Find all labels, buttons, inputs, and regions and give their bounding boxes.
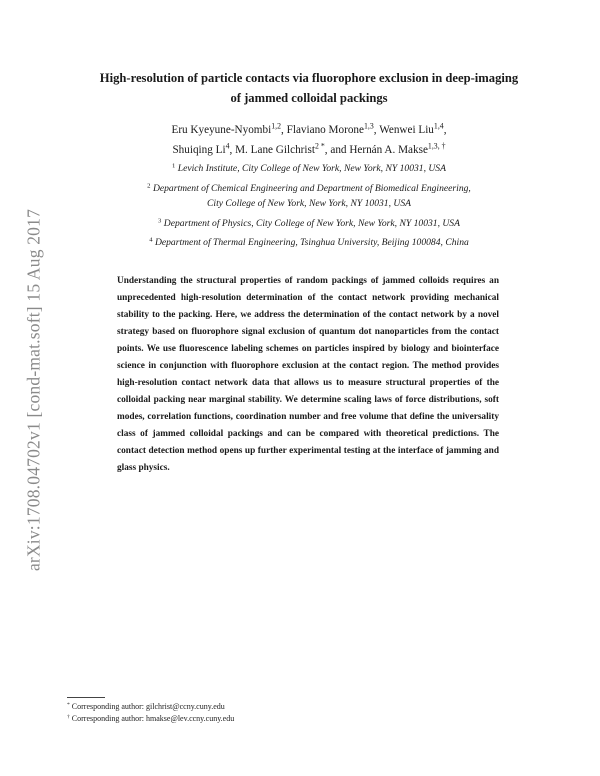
footnote-mark: † <box>67 713 70 720</box>
author-separator: , <box>229 144 236 156</box>
author-name: M. Lane Gilchrist <box>235 144 315 156</box>
affiliation-number: 3 <box>158 216 162 224</box>
title-line-1: High-resolution of particle contacts via fluorophore exclusion in deep-imaging <box>99 71 519 85</box>
author-name: Hernán A. Makse <box>349 144 428 156</box>
title-line-2: of jammed colloidal packings <box>230 91 388 105</box>
affiliation-item <box>60 161 558 177</box>
footnote-mark: * <box>67 701 70 708</box>
affiliation-text: Department of Chemical Engineering and Department of Biomedical Engineering, <box>152 182 471 194</box>
affiliation-item <box>60 181 558 197</box>
author-name: Shuiqing Li <box>172 144 226 156</box>
affiliation-continuation: City College of New York, New York, NY 10031, USA <box>207 198 411 209</box>
author-line-2 <box>60 140 558 160</box>
author-affil-sup: 2 * <box>314 141 325 151</box>
affiliation-number: 1 <box>172 162 176 170</box>
affiliation-text: Department of Physics, City College of New York, New York, NY 10031, USA <box>163 217 460 229</box>
affiliation-item <box>60 235 558 251</box>
affiliation-number: 2 <box>147 181 151 189</box>
author-separator: , <box>443 124 447 136</box>
affiliation-text: Department of Thermal Engineering, Tsinghua University, Beijing 100084, China <box>154 237 469 248</box>
author-affil-sup: 1,3 <box>363 121 374 131</box>
author-separator: , and <box>324 144 350 156</box>
abstract-text: Understanding the structural properties of random packings of jammed colloids requires an unprecedented high-resolution determination of the contact network providing mechanical stability to the packing. Here, we address the determination of the contact network by a novel strategy based on fluorophore signal exclusion of quantum dot nanoparticles from the contact points. We use fluorescence labeling schemes on particles inspired by biology and biointerface science in conjunction with fluorophore exclusion at the contact region. The method provides high-resolution contact network data that allows us to measure structural properties of the colloidal packing near marginal stability. We determine scaling laws of force distributions, soft modes, correlation functions, coordination number and free volume that define the universality class of jammed colloidal packings and can be compared with theoretical predictions. The contact detection method opens up further experimental testing at the interface of jamming and glass physics. <box>117 276 499 474</box>
author-affil-sup: 1,3, † <box>427 141 446 151</box>
footnote-list <box>67 701 234 725</box>
author-list <box>60 120 558 160</box>
footnote-item <box>67 701 234 713</box>
author-name: Flaviano Morone <box>286 124 364 136</box>
author-name: Wenwei Liu <box>379 124 434 136</box>
author-affil-sup: 4 <box>225 141 230 151</box>
affiliation-text: Levich Institute, City College of New York, New York, NY 10031, USA <box>177 163 446 174</box>
paper-title <box>60 68 558 108</box>
affiliation-list <box>60 161 558 251</box>
arxiv-identifier-stamp: arXiv:1708.04702v1 [cond-mat.soft] 15 Aug 2017 <box>23 208 44 572</box>
author-separator: , <box>281 124 287 136</box>
affiliation-item <box>60 216 558 232</box>
affiliation-number: 4 <box>149 236 153 244</box>
footnote-text: Corresponding author: gilchrist@ccny.cuny.edu <box>71 702 225 711</box>
author-affil-sup: 1,4 <box>433 121 444 131</box>
author-affil-sup: 1,2 <box>271 121 282 131</box>
author-name: Eru Kyeyune-Nyombi <box>171 124 272 136</box>
footnote-item <box>67 713 234 725</box>
author-line-1 <box>60 120 558 140</box>
author-separator: , <box>373 124 380 136</box>
footnote-divider <box>67 697 105 698</box>
footnote-text: Corresponding author: hmakse@lev.ccny.cuny.edu <box>71 714 235 723</box>
